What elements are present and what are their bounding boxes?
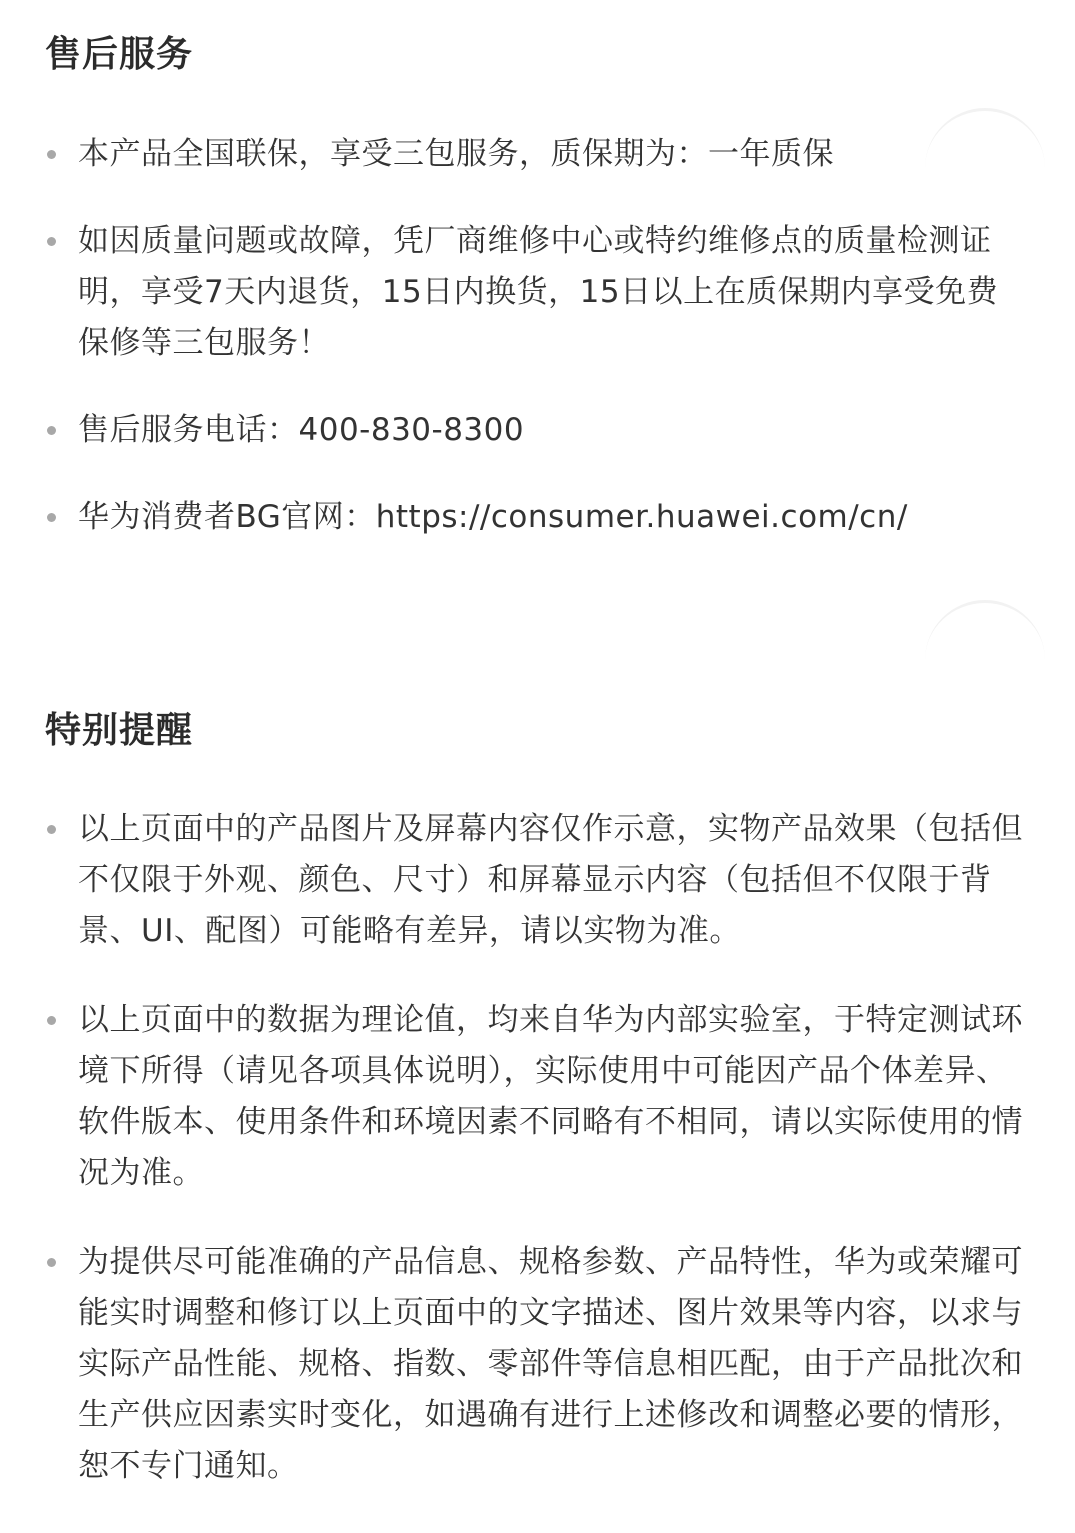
list-item (0, 995, 1075, 1199)
decorative-arc (925, 600, 1045, 663)
bullet-dot-icon (47, 825, 56, 834)
list-item (0, 216, 1075, 369)
list-item (0, 129, 1075, 180)
list-item (0, 804, 1075, 957)
bullet-dot-icon (47, 426, 56, 435)
list-item (0, 492, 1075, 543)
list-item-text: 如因质量问题或故障，凭厂商维修中心或特约维修点的质量检测证明，享受7天内退货，15日内换货，15日以上在质保期内享受免费保修等三包服务！ (78, 223, 999, 361)
official-website-link[interactable]: 华为消费者BG官网：https://consumer.huawei.com/cn/ (78, 499, 908, 535)
list-item-text: 以上页面中的数据为理论值，均来自华为内部实验室，于特定测试环境下所得（请见各项具体说明），实际使用中可能因产品个体差异、软件版本、使用条件和环境因素不同略有不相同，请以实际使用的情况为准。 (78, 1002, 1023, 1191)
list-item (0, 405, 1075, 456)
bullet-dot-icon (47, 513, 56, 522)
special-reminder-list (0, 804, 1075, 1492)
bullet-dot-icon (47, 1258, 56, 1267)
list-item-text: 以上页面中的产品图片及屏幕内容仅作示意，实物产品效果（包括但不仅限于外观、颜色、尺寸）和屏幕显示内容（包括但不仅限于背景、UI、配图）可能略有差异，请以实物为准。 (78, 811, 1023, 949)
list-item (0, 1237, 1075, 1492)
section-title-special-reminder: 特别提醒 (45, 710, 194, 751)
section-title-after-sales: 售后服务 (45, 34, 194, 75)
special-reminder-section (0, 704, 1075, 1530)
bullet-dot-icon (47, 1016, 56, 1025)
list-item-text: 为提供尽可能准确的产品信息、规格参数、产品特性，华为或荣耀可能实时调整和修订以上页面中的文字描述、图片效果等内容，以求与实际产品性能、规格、指数、零部件等信息相匹配，由于产品批次和生产供应因素实时变化，如遇确有进行上述修改和调整必要的情形，恕不专门通知。 (78, 1244, 1023, 1484)
after-sales-section (0, 28, 1075, 579)
list-item-text: 本产品全国联保，享受三包服务，质保期为：一年质保 (78, 136, 834, 172)
bullet-dot-icon (47, 237, 56, 246)
after-sales-list (0, 129, 1075, 543)
service-phone-text[interactable]: 售后服务电话：400-830-8300 (78, 412, 525, 448)
bullet-dot-icon (47, 150, 56, 159)
